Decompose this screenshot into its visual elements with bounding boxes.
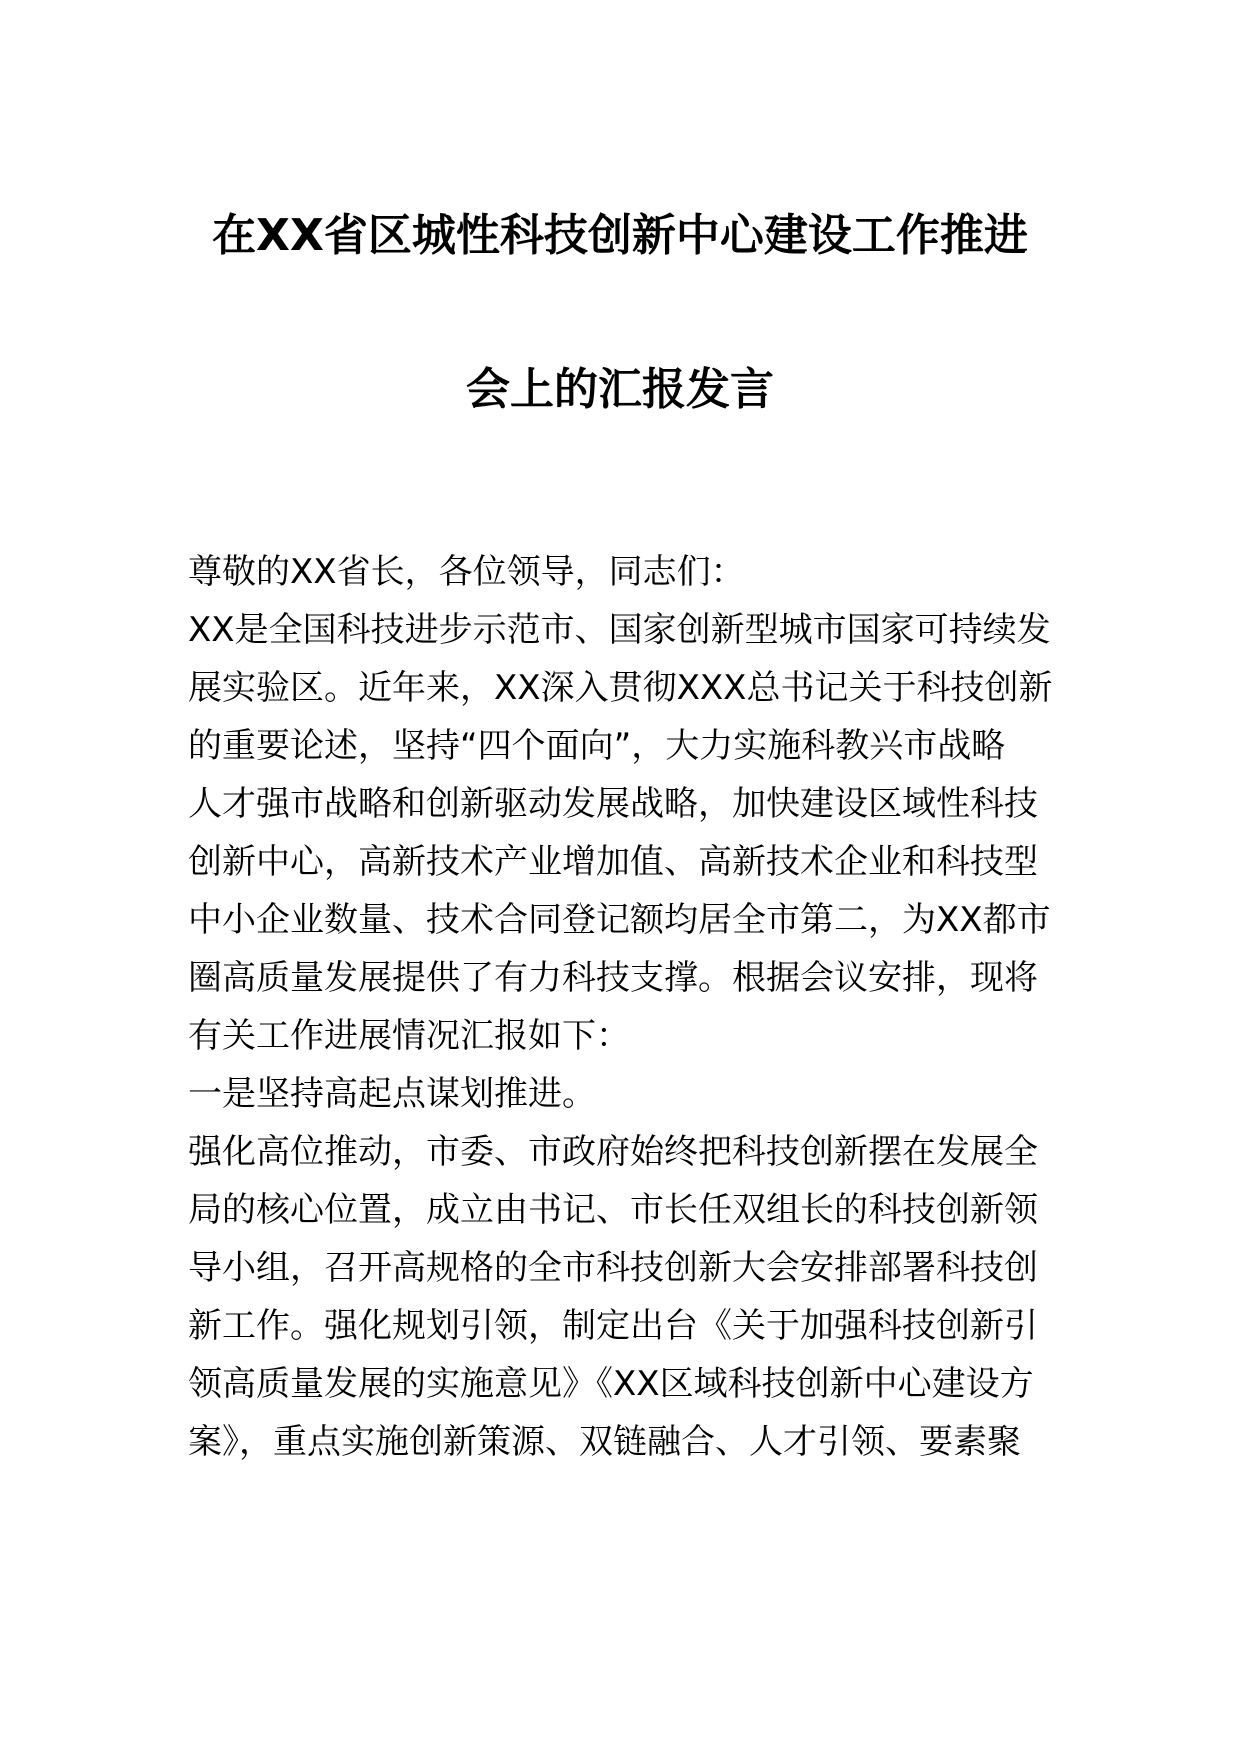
paragraph-line: 展实验区。近年来，XX深入贯彻XXX总书记关于科技创新 bbox=[188, 668, 1053, 708]
paragraph-line: 案》，重点实施创新策源、双链融合、人才引领、要素聚 bbox=[188, 1422, 1021, 1462]
paragraph-line: 圈高质量发展提供了有力科技支撑。根据会议安排，现将 bbox=[188, 958, 1038, 998]
document-title-line-1: 在XX省区城性科技创新中心建设工作推进 bbox=[212, 210, 1028, 261]
paragraph-line: 新工作。强化规划引领，制定出台《关于加强科技创新引 bbox=[188, 1306, 1038, 1346]
salutation: 尊敬的XX省长，各位领导，同志们： bbox=[188, 552, 745, 592]
paragraph-line: 领高质量发展的实施意见》《XX区域科技创新中心建设方 bbox=[188, 1364, 1034, 1404]
paragraph-line: 的重要论述，坚持“四个面向”，大力实施科教兴市战略 bbox=[188, 726, 1006, 766]
section-heading: 一是坚持高起点谋划推进。 bbox=[188, 1074, 596, 1114]
paragraph-line: 强化高位推动，市委、市政府始终把科技创新摆在发展全 bbox=[188, 1132, 1038, 1172]
paragraph-line: XX是全国科技进步示范市、国家创新型城市国家可持续发 bbox=[188, 610, 1051, 650]
document-title-line-2: 会上的汇报发言 bbox=[466, 364, 774, 415]
paragraph-line: 创新中心，高新技术产业增加值、高新技术企业和科技型 bbox=[188, 842, 1038, 882]
paragraph-line: 人才强市战略和创新驱动发展战略，加快建设区域性科技 bbox=[188, 784, 1038, 824]
paragraph-line: 有关工作进展情况汇报如下： bbox=[188, 1016, 630, 1056]
paragraph-line: 导小组，召开高规格的全市科技创新大会安排部署科技创 bbox=[188, 1248, 1038, 1288]
paragraph-line: 中小企业数量、技术合同登记额均居全市第二，为XX都市 bbox=[188, 900, 1051, 940]
paragraph-line: 局的核心位置，成立由书记、市长任双组长的科技创新领 bbox=[188, 1190, 1038, 1230]
